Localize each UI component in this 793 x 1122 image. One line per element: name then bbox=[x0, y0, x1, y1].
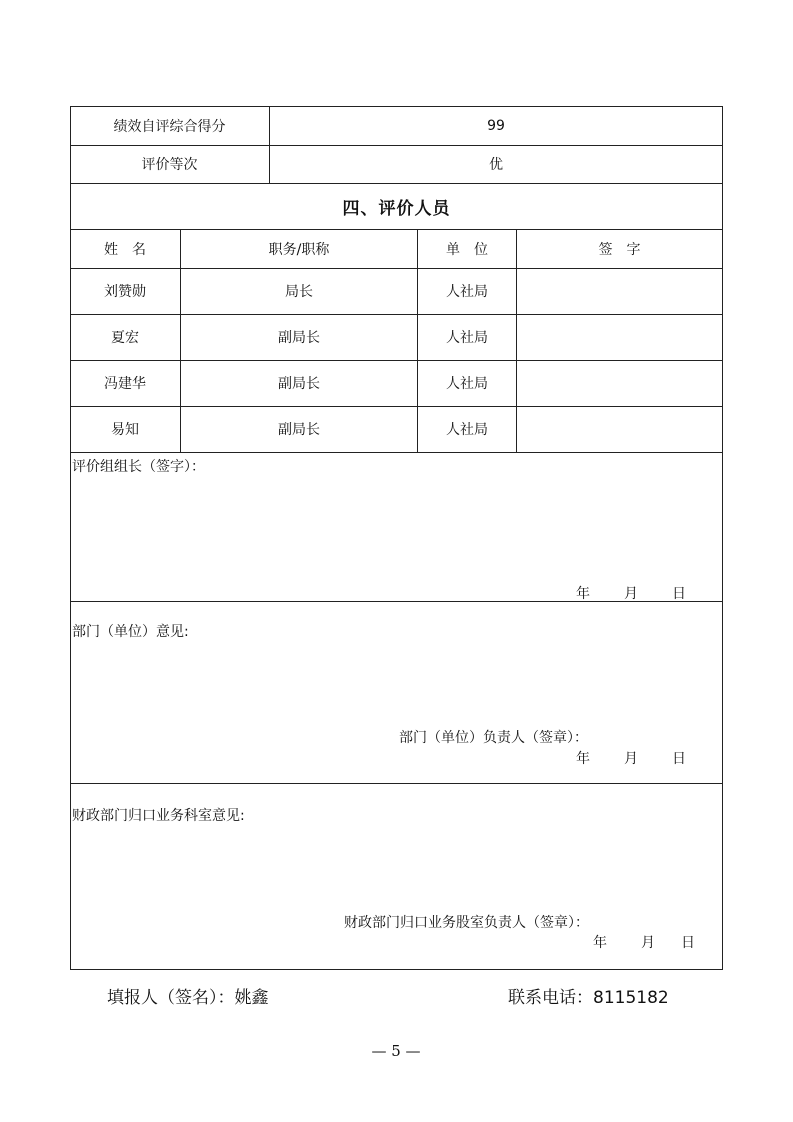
finance-signer-label: 财政部门归口业务股室负责人（签章）： bbox=[344, 915, 589, 931]
member-sign bbox=[517, 360, 722, 406]
date-month: 月 bbox=[641, 935, 655, 951]
date-day: 日 bbox=[672, 586, 686, 602]
member-title: 副局长 bbox=[278, 422, 320, 438]
row-divider bbox=[70, 452, 723, 453]
date-day: 日 bbox=[672, 751, 686, 767]
dept-opinion-label: 部门（单位）意见: bbox=[72, 624, 189, 640]
member-unit: 人社局 bbox=[446, 284, 488, 300]
member-sign bbox=[517, 268, 722, 314]
grade-value: 优 bbox=[489, 157, 503, 173]
member-title: 副局长 bbox=[278, 330, 320, 346]
section-title: 四、评价人员 bbox=[342, 198, 451, 219]
score-value: 99 bbox=[487, 117, 505, 134]
leader-label: 评价组组长（签字）： bbox=[72, 459, 205, 475]
member-name: 冯建华 bbox=[104, 376, 146, 392]
score-label: 绩效自评综合得分 bbox=[113, 118, 226, 135]
member-name: 夏宏 bbox=[111, 330, 139, 346]
member-unit: 人社局 bbox=[446, 376, 488, 392]
dept-signer-label: 部门（单位）负责人（签章）： bbox=[399, 730, 588, 746]
date-year: 年 bbox=[593, 935, 607, 951]
date-year: 年 bbox=[576, 751, 590, 767]
member-name: 易知 bbox=[111, 422, 139, 438]
table-right-border bbox=[722, 106, 723, 970]
date-month: 月 bbox=[624, 751, 638, 767]
page-number: — 5 — bbox=[371, 1042, 421, 1060]
filler-signature: 填报人（签名）：姚鑫 bbox=[107, 988, 269, 1008]
date-day: 日 bbox=[681, 935, 695, 951]
row-divider bbox=[70, 783, 723, 784]
date-month: 月 bbox=[624, 586, 638, 602]
header-unit: 单 位 bbox=[446, 241, 488, 258]
member-sign bbox=[517, 314, 722, 360]
member-title: 局长 bbox=[285, 284, 313, 300]
header-sign: 签 字 bbox=[598, 241, 641, 258]
finance-opinion-label: 财政部门归口业务科室意见: bbox=[72, 808, 245, 824]
member-name: 刘赞勋 bbox=[104, 284, 146, 300]
date-year: 年 bbox=[576, 586, 590, 602]
member-title: 副局长 bbox=[278, 376, 320, 392]
member-unit: 人社局 bbox=[446, 330, 488, 346]
member-sign bbox=[517, 406, 722, 452]
contact-phone: 联系电话：8115182 bbox=[508, 988, 669, 1008]
table-bottom-border bbox=[70, 969, 723, 970]
grade-label: 评价等次 bbox=[141, 157, 198, 173]
header-title: 职务/职称 bbox=[268, 241, 330, 258]
header-name: 姓 名 bbox=[104, 241, 146, 258]
member-unit: 人社局 bbox=[446, 422, 488, 438]
